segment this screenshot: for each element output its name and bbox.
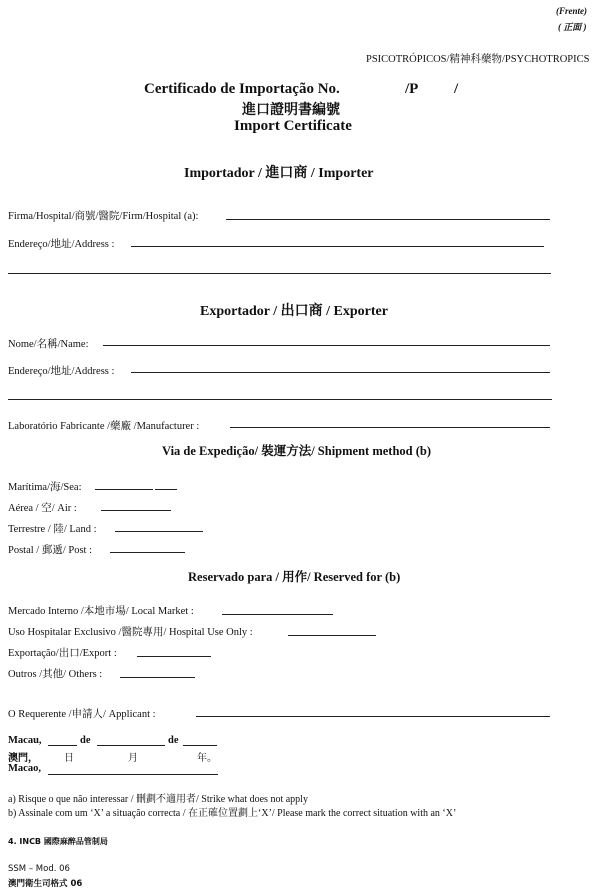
certificate-number-slash: / bbox=[454, 81, 459, 97]
importer-address-label: Endereço/地址/Address : bbox=[8, 239, 115, 250]
exporter-name-field[interactable] bbox=[103, 345, 550, 346]
importer-heading: Importador / 進口商 / Importer bbox=[184, 166, 374, 181]
date-year-field[interactable] bbox=[183, 745, 217, 746]
exporter-name-label: Nome/名稱/Name: bbox=[8, 339, 89, 350]
reserved-others-label: Outros /其他/ Others : bbox=[8, 669, 103, 680]
importer-firm-label: Firma/Hospital/商號/醫院/Firm/Hospital (a): bbox=[8, 211, 199, 222]
reserved-export-field[interactable] bbox=[137, 656, 211, 657]
category-label: PSICOTRÓPICOS/精神科藥物/PSYCHOTROPICS bbox=[366, 54, 590, 65]
certificate-title-zh: 進口證明書編號 bbox=[242, 102, 340, 118]
reserved-others-field[interactable] bbox=[120, 677, 195, 678]
date-place-zh: 澳門， bbox=[8, 753, 38, 764]
date-place-pt: Macau, bbox=[8, 735, 42, 746]
exporter-heading: Exportador / 出口商 / Exporter bbox=[200, 304, 388, 319]
shipment-land-label: Terrestre / 陸/ Land : bbox=[8, 524, 97, 535]
exporter-address-field-2[interactable] bbox=[8, 399, 552, 400]
date-de-2: de bbox=[168, 735, 179, 746]
footer-model: SSM – Mod. 06 bbox=[8, 864, 70, 874]
date-month-zh: 月 bbox=[128, 753, 138, 764]
reserved-hospital-label: Uso Hospitalar Exclusivo /醫院專用/ Hospital Use Only : bbox=[8, 627, 253, 638]
date-month-field[interactable] bbox=[97, 745, 165, 746]
footer-incb: 4. INCB 國際麻醉品管制局 bbox=[8, 837, 108, 846]
date-place-en: Macao, bbox=[8, 763, 41, 774]
applicant-label: O Requerente /申請人/ Applicant : bbox=[8, 709, 156, 720]
exporter-address-field[interactable] bbox=[131, 372, 550, 373]
footer-model-zh: 澳門衛生司格式 06 bbox=[8, 879, 83, 889]
shipment-land-field[interactable] bbox=[115, 531, 203, 532]
exporter-address-label: Endereço/地址/Address : bbox=[8, 366, 115, 377]
shipment-post-label: Postal / 郵遞/ Post : bbox=[8, 545, 93, 556]
note-b: b) Assinale com um ‘X’ a situação correcta / 在正確位置劃上‘X’/ Please mark the correct situation with an ‘X’ bbox=[8, 808, 457, 819]
reserved-export-label: Exportação/出口/Export : bbox=[8, 648, 117, 659]
shipment-sea-field-2[interactable] bbox=[155, 489, 177, 490]
shipment-post-field[interactable] bbox=[110, 552, 185, 553]
shipment-heading: Via de Expedição/ 裝運方法/ Shipment method (b) bbox=[162, 444, 432, 458]
shipment-sea-field[interactable] bbox=[95, 489, 153, 490]
date-signature-field[interactable] bbox=[48, 774, 218, 775]
shipment-sea-label: Marítima/海/Sea: bbox=[8, 482, 82, 493]
date-year-zh: 年。 bbox=[197, 753, 217, 764]
applicant-field[interactable] bbox=[196, 716, 550, 717]
certificate-title-en: Import Certificate bbox=[234, 118, 352, 134]
reserved-local-label: Mercado Interno /本地市場/ Local Market : bbox=[8, 606, 194, 617]
shipment-air-label: Aérea / 空/ Air : bbox=[8, 503, 77, 514]
reserved-local-field[interactable] bbox=[222, 614, 333, 615]
importer-address-field-2[interactable] bbox=[8, 273, 551, 274]
manufacturer-label: Laboratório Fabricante /藥廠 /Manufacturer : bbox=[8, 421, 200, 432]
reserved-hospital-field[interactable] bbox=[288, 635, 376, 636]
note-a: a) Risque o que não interessar / 刪劃不適用者/ Strike what does not apply bbox=[8, 794, 308, 805]
certificate-number-p: /P bbox=[405, 81, 419, 97]
side-indicator: (Frente) bbox=[556, 6, 587, 16]
reserved-heading: Reservado para / 用作/ Reserved for (b) bbox=[188, 570, 401, 584]
date-day-zh: 日 bbox=[64, 753, 74, 764]
manufacturer-field[interactable] bbox=[230, 427, 550, 428]
certificate-title-pt: Certificado de Importação No. bbox=[144, 81, 340, 97]
shipment-air-field[interactable] bbox=[101, 510, 171, 511]
side-indicator-zh: ( 正面 ) bbox=[558, 22, 587, 32]
importer-address-field[interactable] bbox=[131, 246, 544, 247]
date-day-field[interactable] bbox=[48, 745, 77, 746]
importer-firm-field[interactable] bbox=[226, 219, 550, 220]
date-de-1: de bbox=[80, 735, 91, 746]
